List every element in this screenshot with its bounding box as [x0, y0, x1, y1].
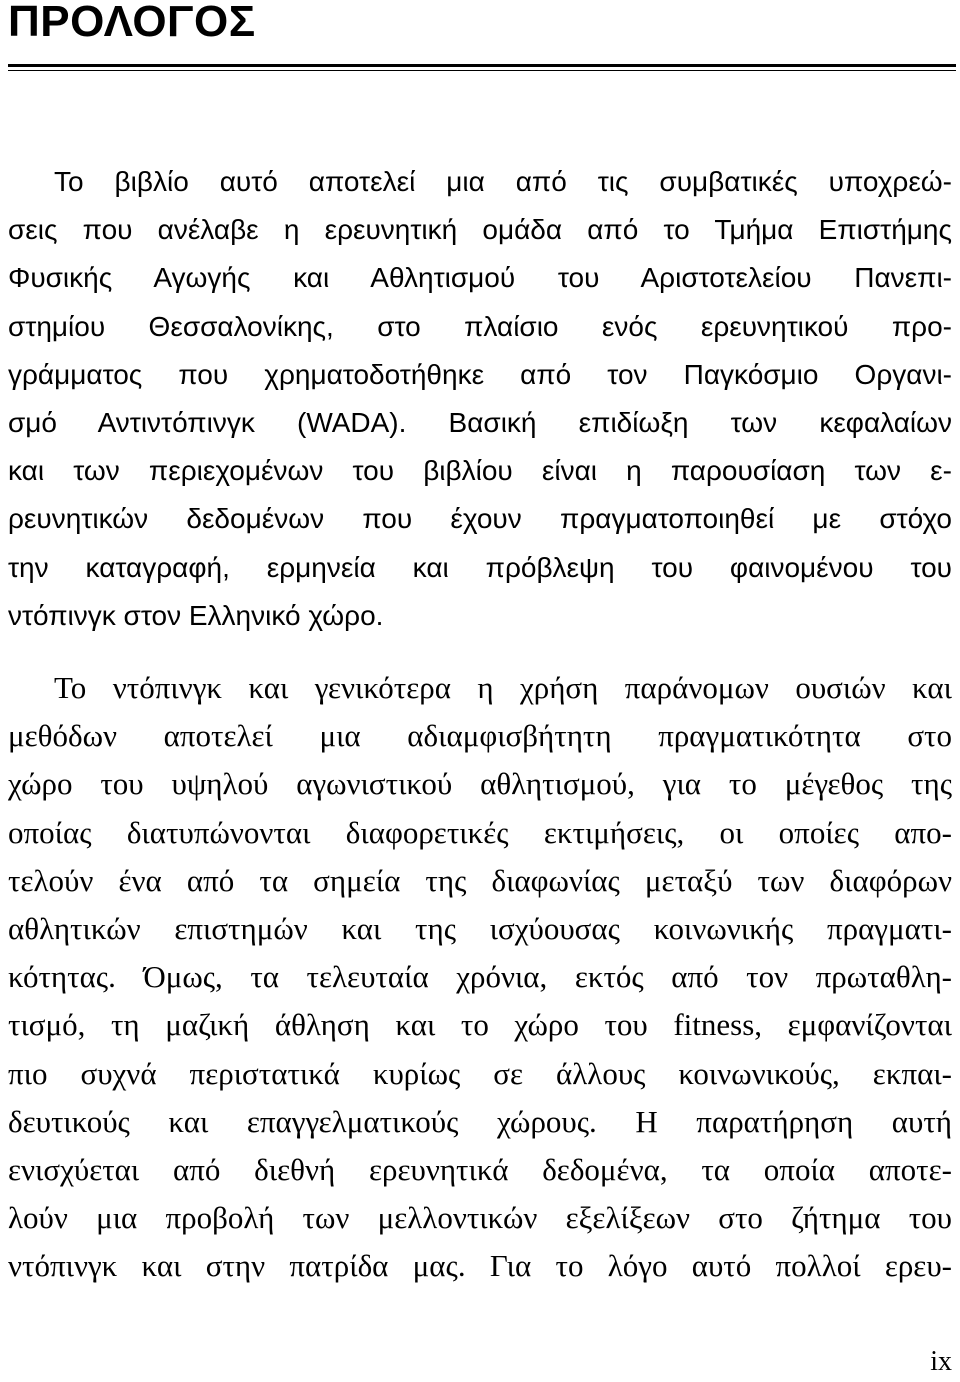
- paragraph-1: [8, 158, 952, 640]
- paragraph-line: την καταγραφή, ερμηνεία και πρόβλεψη του φαινομένου του: [8, 551, 952, 583]
- paragraph-line: σεις που ανέλαβε η ερευνητική ομάδα από το Τμήμα Επιστήμης: [8, 214, 952, 246]
- paragraph-line: σμό Αντιντόπινγκ (WADA). Βασική επιδίωξη των κεφαλαίων: [8, 406, 952, 438]
- paragraph-line: ενισχύεται από διεθνή ερευνητικά δεδομένα, τα οποία αποτε-: [8, 1151, 952, 1187]
- paragraph-line: τελούν ένα από τα σημεία της διαφωνίας μεταξύ των διαφόρων: [8, 862, 952, 898]
- paragraph-line: αθλητικών επιστημών και της ισχύουσας κοινωνικής πραγματι-: [8, 910, 952, 946]
- heading-rule-thick: [8, 64, 956, 67]
- paragraph-line: οποίας διατυπώνονται διαφορετικές εκτιμήσεις, οι οποίες απο-: [8, 814, 952, 850]
- paragraph-line: πιο συχνά περιστατικά κυρίως σε άλλους κοινωνικούς, εκπαι-: [8, 1055, 952, 1091]
- paragraph-line: μεθόδων αποτελεί μια αδιαμφισβήτητη πραγματικότητα στο: [8, 718, 952, 754]
- paragraph-line: στημίου Θεσσαλονίκης, στο πλαίσιο ενός ερευνητικού προ-: [8, 310, 952, 342]
- paragraph-line: Φυσικής Αγωγής και Αθλητισμού του Αριστοτελείου Πανεπι-: [8, 262, 952, 294]
- paragraph-line: τισμό, τη μαζική άθληση και το χώρο του fitness, εμφανίζονται: [8, 1007, 952, 1043]
- paragraph-line: δευτικούς και επαγγελματικούς χώρους. Η παρατήρηση αυτή: [8, 1103, 952, 1139]
- paragraph-line: κότητας. Όμως, τα τελευταία χρόνια, εκτός από τον πρωταθλη-: [8, 959, 952, 995]
- paragraph-line: Το βιβλίο αυτό αποτελεί μια από τις συμβατικές υποχρεώ-: [54, 166, 952, 197]
- paragraph-2: [8, 664, 952, 1290]
- paragraph-line: χώρο του υψηλού αγωνιστικού αθλητισμού, για το μέγεθος της: [8, 766, 952, 802]
- paragraph-line: ντόπινγκ και στην πατρίδα μας. Για το λόγο αυτό πολλοί ερευ-: [8, 1248, 952, 1284]
- chapter-heading: ΠΡΟΛΟΓΟΣ: [8, 0, 256, 46]
- paragraph-line: Το ντόπινγκ και γενικότερα η χρήση παράνομων ουσιών και: [54, 670, 952, 705]
- paragraph-line: ντόπινγκ στον Ελληνικό χώρο.: [8, 599, 384, 631]
- paragraph-line: λούν μια προβολή των μελλοντικών εξελίξεων στο ζήτημα του: [8, 1200, 952, 1236]
- paragraph-line: και των περιεχομένων του βιβλίου είναι η παρουσίαση των ε-: [8, 455, 952, 487]
- page-number: ix: [930, 1346, 952, 1377]
- paragraph-line: ρευνητικών δεδομένων που έχουν πραγματοποιηθεί με στόχο: [8, 503, 952, 535]
- paragraph-line: γράμματος που χρηματοδοτήθηκε από τον Παγκόσμιο Οργανι-: [8, 358, 952, 390]
- heading-rule-thin: [8, 70, 956, 71]
